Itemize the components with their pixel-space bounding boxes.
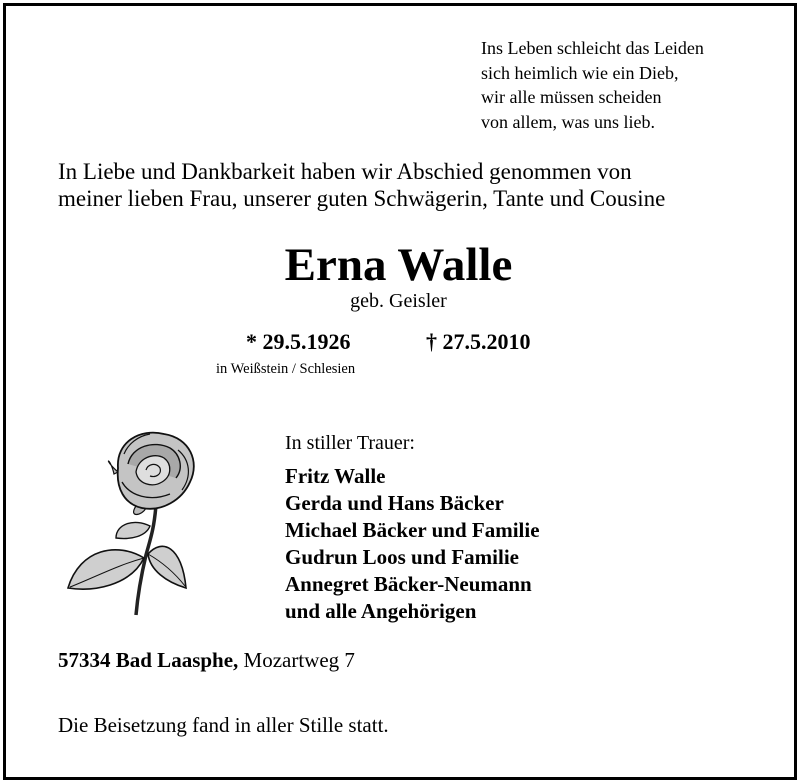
poem-line: Ins Leben schleicht das Leiden: [481, 38, 704, 58]
address-city: 57334 Bad Laasphe,: [58, 648, 239, 672]
address: [58, 648, 355, 673]
birth-date: * 29.5.1926: [246, 329, 351, 354]
mourners-list: [285, 463, 540, 625]
intro-text: [58, 158, 665, 212]
mourning-heading: In stiller Trauer:: [285, 432, 415, 454]
poem-line: wir alle müssen scheiden: [481, 87, 662, 107]
birthplace: in Weißstein / Schlesien: [216, 361, 356, 377]
mourner-name: Gudrun Loos und Familie: [285, 545, 519, 569]
poem-line: von allem, was uns lieb.: [481, 111, 655, 132]
mourner-name: und alle Angehörigen: [285, 599, 477, 623]
poem-line: sich heimlich wie ein Dieb,: [481, 62, 679, 83]
mourner-name: Gerda und Hans Bäcker: [285, 491, 504, 515]
death-date: † 27.5.2010: [426, 329, 531, 354]
burial-note: Die Beisetzung fand in aller Stille statt.: [58, 713, 389, 737]
maiden-name: geb. Geisler: [350, 290, 447, 312]
deceased-name: Erna Walle: [284, 239, 513, 291]
address-street: Mozartweg 7: [243, 648, 355, 672]
rose-icon: [58, 420, 198, 620]
mourner-name: Annegret Bäcker-Neumann: [285, 572, 532, 596]
intro-line: In Liebe und Dankbarkeit haben wir Abschied genommen von: [58, 159, 632, 184]
intro-line: meiner lieben Frau, unserer guten Schwägerin, Tante und Cousine: [58, 186, 666, 211]
poem: [481, 36, 704, 134]
mourner-name: Fritz Walle: [285, 464, 386, 488]
mourner-name: Michael Bäcker und Familie: [285, 518, 540, 542]
